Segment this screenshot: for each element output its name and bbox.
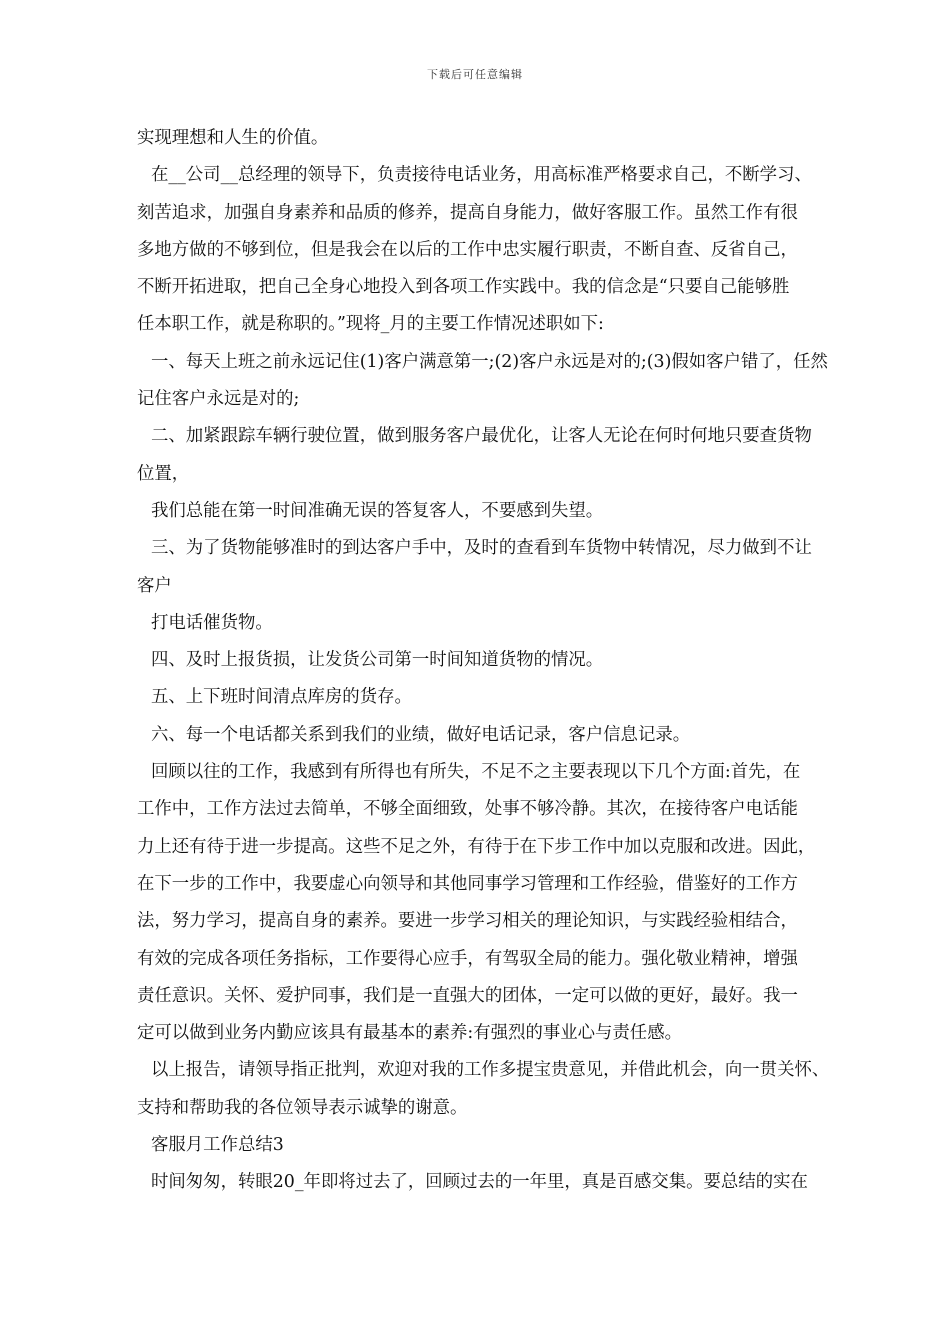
text-line: 六、每一个电话都关系到我们的业绩，做好电话记录，客户信息记录。 bbox=[151, 724, 691, 745]
text-line: 二、加紧跟踪车辆行驶位置，做到服务客户最优化，让客人无论在何时何地只要查货物 bbox=[151, 426, 812, 447]
text-line: 不断开拓进取，把自己全身心地投入到各项工作实践中。我的信念是“只要自己能够胜 bbox=[137, 277, 790, 298]
text-line: 打电话催货物。 bbox=[151, 612, 273, 633]
text-line: 刻苦追求，加强自身素养和品质的修养，提高自身能力，做好客服工作。虽然工作有很 bbox=[137, 202, 798, 223]
text-line: 任本职工作，就是称职的。”现将_月的主要工作情况述职如下: bbox=[137, 314, 604, 335]
text-line: 三、为了货物能够准时的到达客户手中，及时的查看到车货物中转情况，尽力做到不让 bbox=[151, 538, 812, 559]
text-line: 以上报告，请领导指正批判，欢迎对我的工作多提宝贵意见，并借此机会，向一贯关怀、 bbox=[151, 1060, 830, 1081]
text-line: 多地方做的不够到位，但是我会在以后的工作中忠实履行职责，不断自查、反省自己， bbox=[137, 239, 798, 260]
document-body bbox=[137, 120, 883, 1202]
page-header: 下载后可任意编辑 bbox=[427, 68, 523, 81]
text-line: 四、及时上报货损，让发货公司第一时间知道货物的情况。 bbox=[151, 650, 604, 671]
text-line: 力上还有待于进一步提高。这些不足之外，有待于在下步工作中加以克服和改进。因此， bbox=[137, 836, 816, 857]
text-line: 定可以做到业务内勤应该具有最基本的素养:有强烈的事业心与责任感。 bbox=[137, 1023, 682, 1044]
text-line: 支持和帮助我的各位领导表示诚挚的谢意。 bbox=[137, 1097, 468, 1118]
text-line: 位置， bbox=[137, 463, 190, 484]
text-line: 客户 bbox=[137, 575, 172, 596]
text-line: 工作中，工作方法过去简单，不够全面细致，处事不够冷静。其次，在接待客户电话能 bbox=[137, 799, 798, 820]
text-line: 在__公司__总经理的领导下，负责接待电话业务，用高标准严格要求自己，不断学习、 bbox=[151, 165, 812, 186]
text-line: 记住客户永远是对的; bbox=[137, 389, 300, 410]
text-line: 责任意识。关怀、爱护同事，我们是一直强大的团体，一定可以做的更好，最好。我一 bbox=[137, 985, 798, 1006]
text-line: 一、每天上班之前永远记住(1)客户满意第一;(2)客户永远是对的;(3)假如客户错了，任然 bbox=[151, 351, 828, 372]
text-line: 五、上下班时间清点库房的货存。 bbox=[151, 687, 412, 708]
text-line: 实现理想和人生的价值。 bbox=[137, 128, 329, 148]
text-line: 回顾以往的工作，我感到有所得也有所失，不足不之主要表现以下几个方面:首先，在 bbox=[151, 762, 801, 783]
text-line: 时间匆匆，转眼20_年即将过去了，回顾过去的一年里，真是百感交集。要总结的实在 bbox=[151, 1172, 808, 1193]
text-line: 法，努力学习，提高自身的素养。要进一步学习相关的理论知识，与实践经验相结合， bbox=[137, 911, 798, 932]
text-line: 在下一步的工作中，我要虚心向领导和其他同事学习管理和工作经验，借鉴好的工作方 bbox=[137, 873, 798, 894]
text-line: 客服月工作总结3 bbox=[151, 1135, 284, 1156]
text-line: 我们总能在第一时间准确无误的答复客人，不要感到失望。 bbox=[151, 500, 604, 521]
text-line: 有效的完成各项任务指标，工作要得心应手，有驾驭全局的能力。强化敬业精神，增强 bbox=[137, 948, 798, 969]
